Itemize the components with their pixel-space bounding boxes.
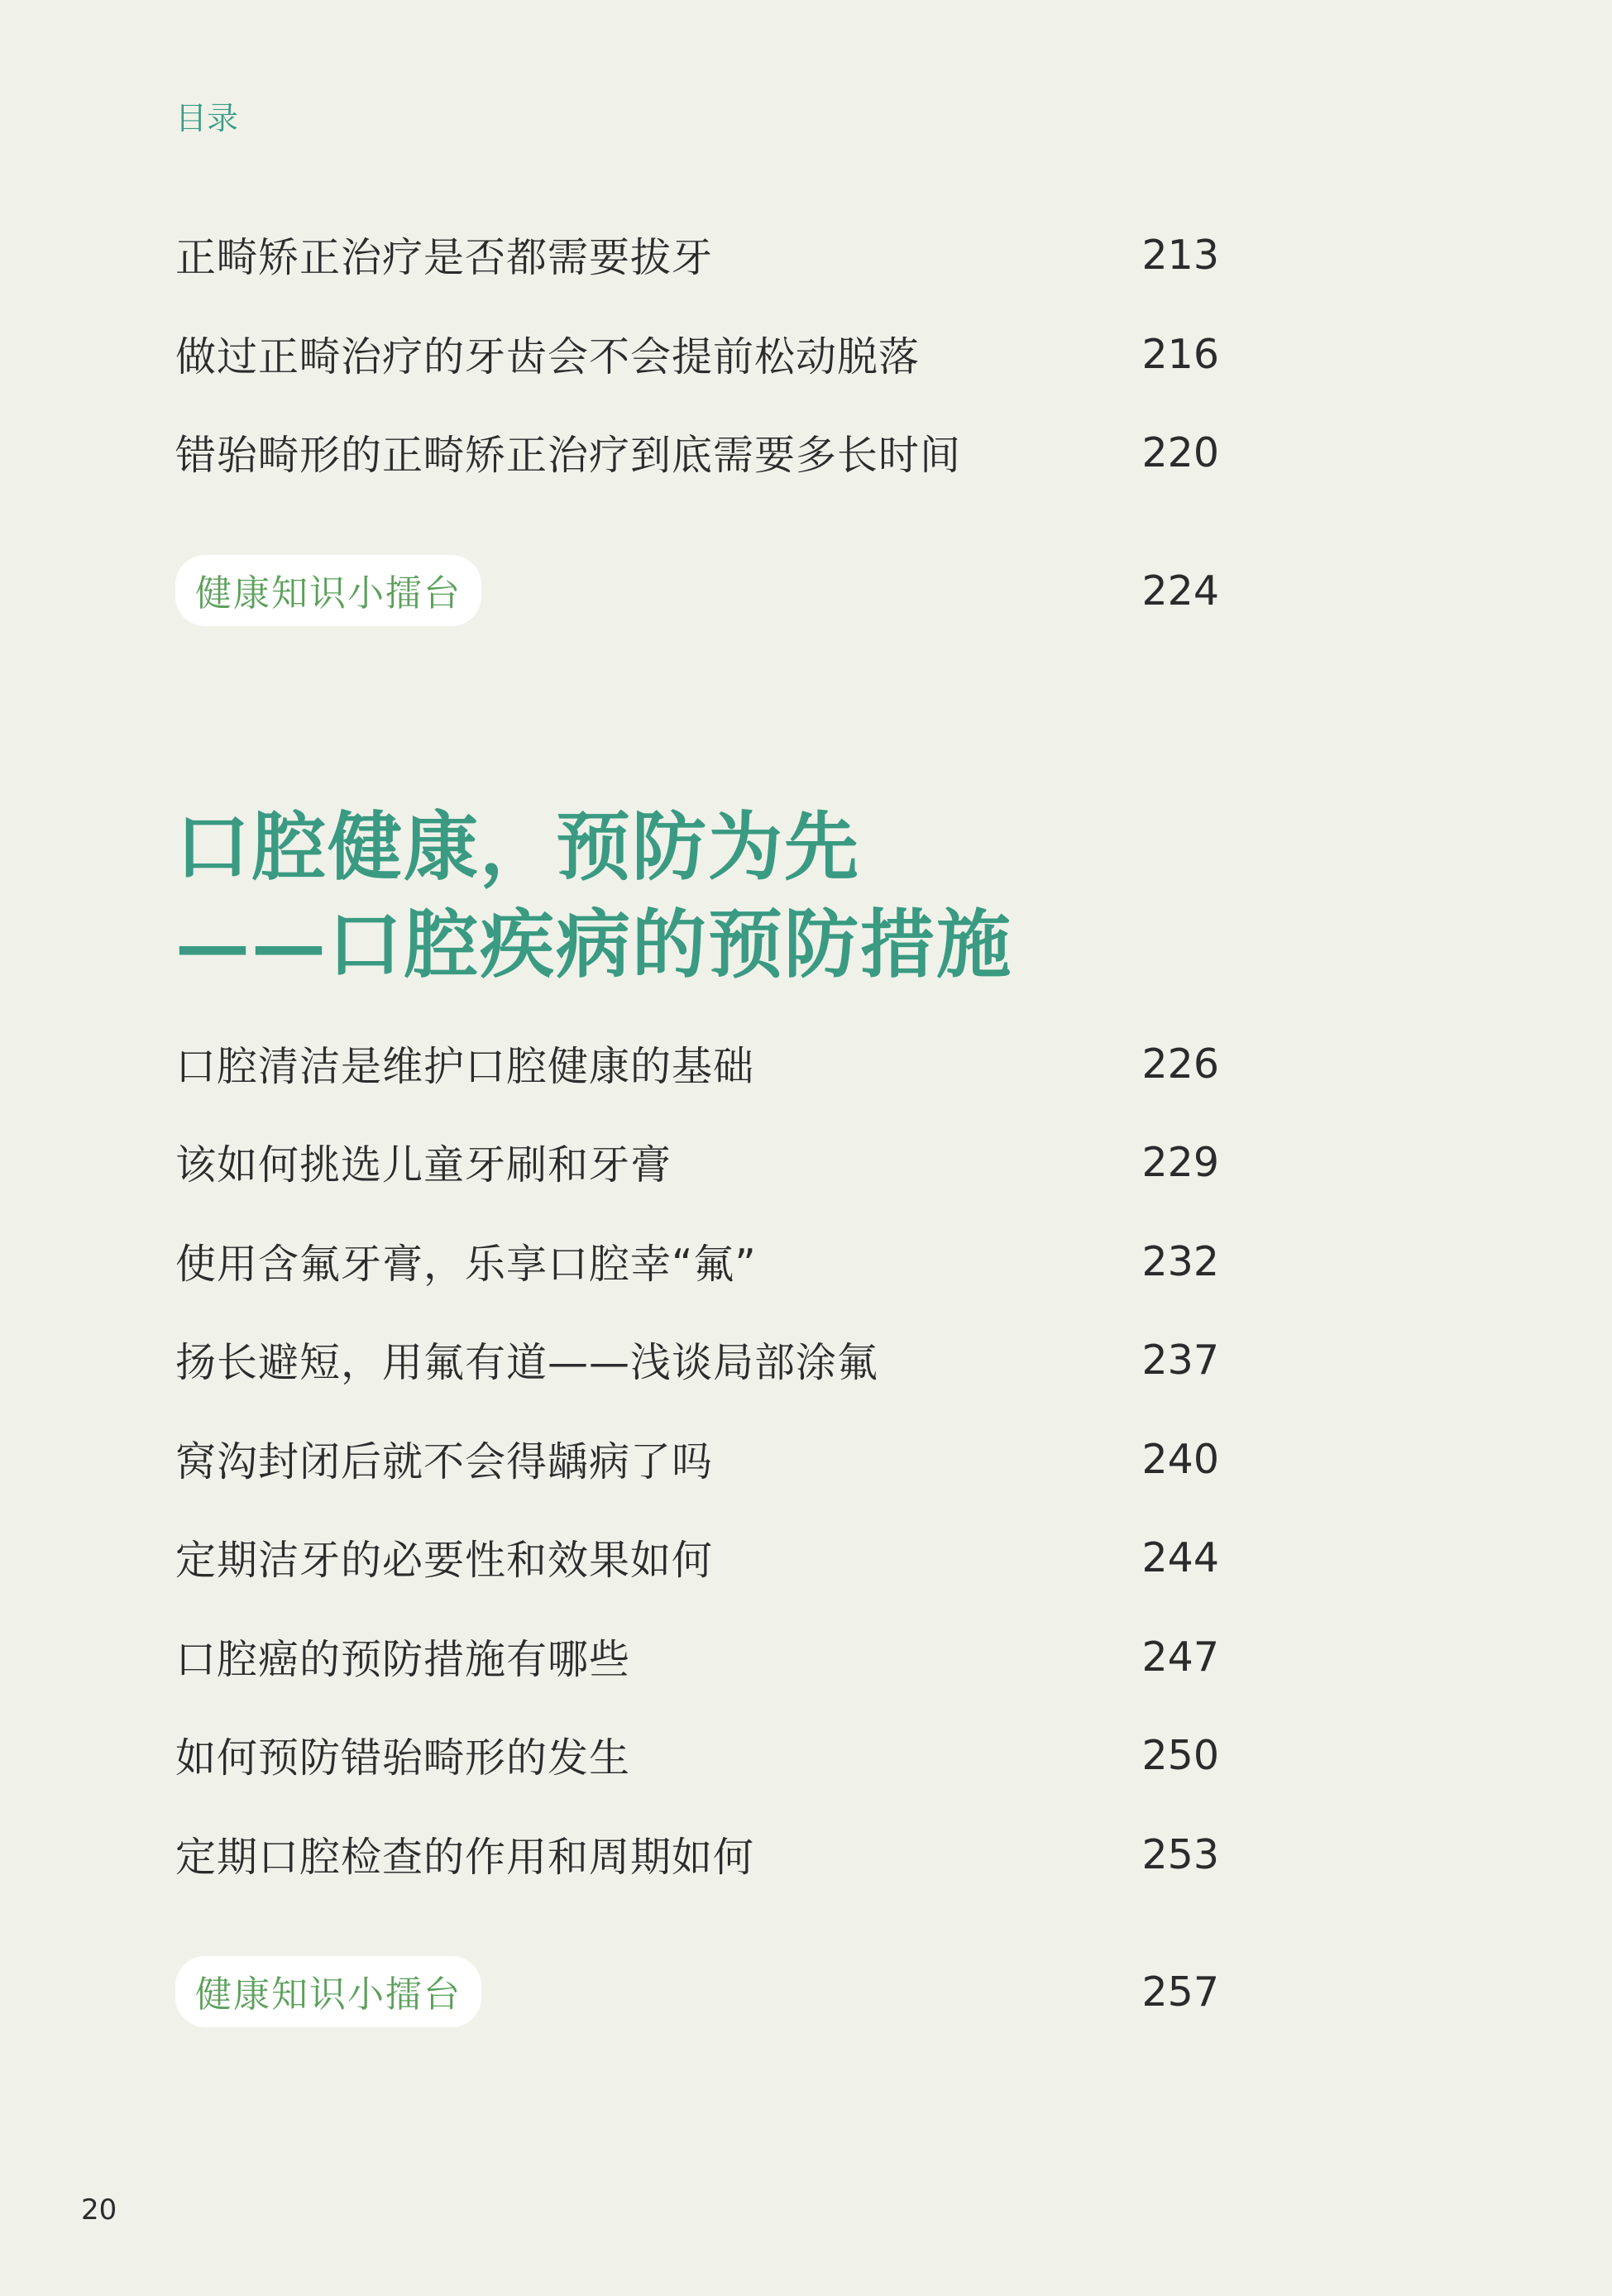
toc-entry[interactable] — [175, 1327, 1219, 1393]
toc-entry-page: 232 — [1141, 1237, 1219, 1285]
toc-entry[interactable] — [175, 321, 1219, 387]
toc-entry-page: 229 — [1141, 1138, 1219, 1186]
toc-entry[interactable] — [175, 1624, 1219, 1690]
toc-entry[interactable] — [175, 1821, 1219, 1887]
toc-entry-page: 220 — [1141, 428, 1219, 476]
toc-entry[interactable] — [175, 1129, 1219, 1195]
toc-entry-title: 使用含氟牙膏，乐享口腔幸“氟” — [175, 1241, 757, 1288]
toc-entry-page: 247 — [1141, 1633, 1219, 1681]
toc-entry[interactable] — [175, 1426, 1219, 1492]
toc-entry-title: 错骀畸形的正畸矫正治疗到底需要多长时间 — [175, 432, 962, 479]
toc-quiz-entry[interactable] — [175, 557, 1219, 624]
toc-entry-page: 257 — [1141, 1968, 1219, 2016]
toc-entry-page: 244 — [1141, 1533, 1219, 1581]
toc-entry-title: 该如何挑选儿童牙刷和牙膏 — [175, 1141, 672, 1189]
toc-entry-title: 正畸矫正治疗是否都需要拔牙 — [175, 234, 714, 281]
section-heading-line1: 口腔健康，预防为先 — [175, 803, 860, 891]
toc-entry-page: 216 — [1141, 330, 1219, 378]
toc-entry-title: 口腔癌的预防措施有哪些 — [175, 1636, 631, 1683]
toc-entry-page: 237 — [1141, 1336, 1219, 1384]
toc-entry-page: 213 — [1141, 231, 1219, 279]
toc-entry[interactable] — [175, 1031, 1219, 1097]
toc-entry-page: 253 — [1141, 1830, 1219, 1878]
toc-entry[interactable] — [175, 1228, 1219, 1294]
toc-entry[interactable] — [175, 1524, 1219, 1590]
toc-entry-title: 定期口腔检查的作用和周期如何 — [175, 1834, 755, 1881]
section-heading — [175, 798, 1012, 993]
toc-entry-page: 240 — [1141, 1435, 1219, 1483]
toc-quiz-entry[interactable] — [175, 1959, 1219, 2025]
toc-entry[interactable] — [175, 419, 1219, 486]
toc-header-label: 目录 — [175, 100, 239, 136]
toc-entry-page: 224 — [1141, 567, 1219, 615]
toc-entry[interactable] — [175, 1722, 1219, 1788]
toc-entry-title: 口腔清洁是维护口腔健康的基础 — [175, 1043, 755, 1090]
folio-page-number: 20 — [81, 2193, 117, 2227]
toc-entry-title: 窝沟封闭后就不会得龋病了吗 — [175, 1438, 714, 1485]
toc-entry-page: 226 — [1141, 1040, 1219, 1088]
toc-entry-page: 250 — [1141, 1731, 1219, 1779]
toc-entry-title: 定期洁牙的必要性和效果如何 — [175, 1537, 714, 1584]
toc-entry-title: 扬长避短，用氟有道——浅谈局部涂氟 — [175, 1339, 879, 1386]
section-heading-line2: ——口腔疾病的预防措施 — [175, 901, 1012, 988]
quiz-pill-label: 健康知识小擂台 — [175, 1956, 481, 2027]
quiz-pill-label: 健康知识小擂台 — [175, 555, 481, 626]
toc-entry[interactable] — [175, 222, 1219, 288]
toc-entry-title: 做过正畸治疗的牙齿会不会提前松动脱落 — [175, 333, 921, 380]
toc-entry-title: 如何预防错骀畸形的发生 — [175, 1734, 631, 1782]
